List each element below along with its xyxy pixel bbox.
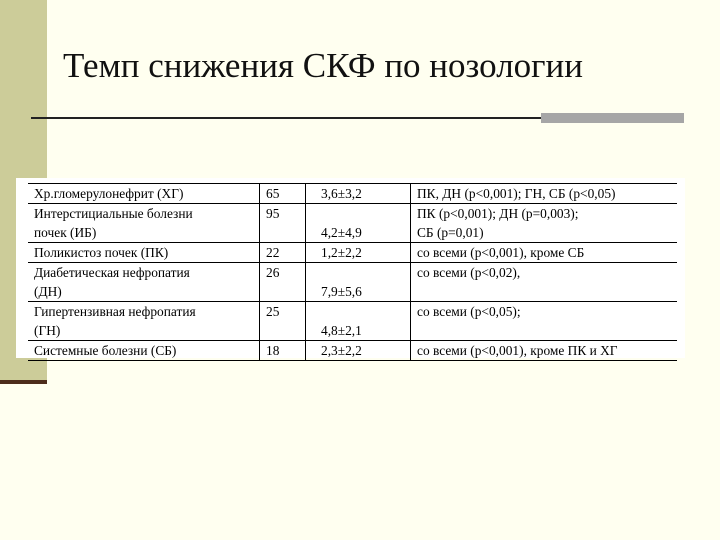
nosology-cell: Диабетическая нефропатия (ДН) bbox=[28, 263, 260, 302]
nosology-cell: Хр.гломерулонефрит (ХГ) bbox=[28, 184, 260, 204]
title-underline bbox=[31, 117, 543, 119]
rate-cell: 2,3±2,2 bbox=[306, 341, 411, 361]
count-cell: 95 bbox=[260, 204, 306, 243]
nosology-cell: Гипертензивная нефропатия (ГН) bbox=[28, 302, 260, 341]
rate-cell: 7,9±5,6 bbox=[306, 263, 411, 302]
nosology-cell: Системные болезни (СБ) bbox=[28, 341, 260, 361]
slide-title: Темп снижения СКФ по нозологии bbox=[63, 46, 583, 85]
significance-cell: со всеми (р<0,05); bbox=[411, 302, 678, 341]
rate-cell: 4,8±2,1 bbox=[306, 302, 411, 341]
left-accent-bar-foot bbox=[0, 380, 47, 384]
count-cell: 65 bbox=[260, 184, 306, 204]
table-image-area bbox=[16, 178, 685, 358]
title-underline-accent bbox=[541, 113, 684, 123]
significance-cell: со всеми (р<0,02), bbox=[411, 263, 678, 302]
table-row bbox=[28, 184, 677, 204]
count-cell: 22 bbox=[260, 243, 306, 263]
table-row bbox=[28, 243, 677, 263]
rate-cell: 4,2±4,9 bbox=[306, 204, 411, 243]
nosology-cell: Поликистоз почек (ПК) bbox=[28, 243, 260, 263]
rate-cell: 3,6±3,2 bbox=[306, 184, 411, 204]
significance-cell: со всеми (р<0,001), кроме ПК и ХГ bbox=[411, 341, 678, 361]
significance-cell: ПК, ДН (р<0,001); ГН, СБ (р<0,05) bbox=[411, 184, 678, 204]
count-cell: 26 bbox=[260, 263, 306, 302]
count-cell: 25 bbox=[260, 302, 306, 341]
rate-cell: 1,2±2,2 bbox=[306, 243, 411, 263]
table-row bbox=[28, 204, 677, 243]
table-row bbox=[28, 341, 677, 361]
table-row bbox=[28, 263, 677, 302]
table-row bbox=[28, 302, 677, 341]
count-cell: 18 bbox=[260, 341, 306, 361]
nosology-cell: Интерстициальные болезни почек (ИБ) bbox=[34, 206, 193, 240]
significance-cell: со всеми (р<0,001), кроме СБ bbox=[411, 243, 678, 263]
significance-cell: ПК (р<0,001); ДН (р=0,003); СБ (р=0,01) bbox=[411, 204, 678, 243]
nosology-table bbox=[28, 183, 677, 361]
